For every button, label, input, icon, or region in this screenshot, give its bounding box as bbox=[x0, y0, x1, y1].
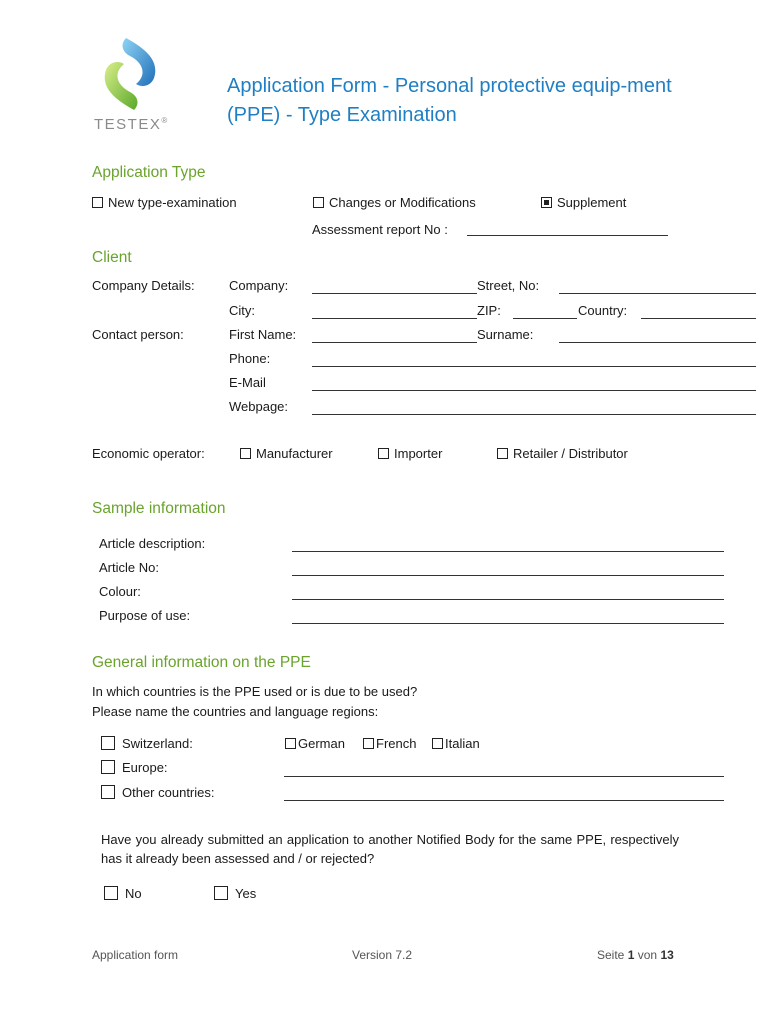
zip-label: ZIP: bbox=[477, 303, 501, 318]
checkbox-icon[interactable] bbox=[104, 886, 118, 900]
checkbox-icon[interactable] bbox=[497, 448, 508, 459]
company-label: Company: bbox=[229, 278, 289, 293]
section-general-information: General information on the PPE bbox=[92, 654, 311, 671]
street-label: Street, No: bbox=[477, 278, 540, 293]
checkbox-icon[interactable] bbox=[313, 197, 324, 208]
company-field[interactable] bbox=[312, 293, 477, 294]
article-no-field[interactable] bbox=[292, 575, 724, 576]
option-french[interactable]: French bbox=[363, 736, 416, 751]
checkbox-icon[interactable] bbox=[92, 197, 103, 208]
contact-person-label: Contact person: bbox=[92, 327, 184, 342]
section-application-type: Application Type bbox=[92, 164, 206, 181]
option-changes-modifications[interactable]: Changes or Modifications bbox=[313, 195, 476, 210]
section-sample-information: Sample information bbox=[92, 500, 226, 517]
option-europe[interactable]: Europe: bbox=[101, 760, 168, 775]
checked-checkbox-icon[interactable] bbox=[541, 197, 552, 208]
article-description-field[interactable] bbox=[292, 551, 724, 552]
street-field[interactable] bbox=[559, 293, 756, 294]
footer-version: Version 7.2 bbox=[352, 948, 413, 962]
city-label: City: bbox=[229, 303, 255, 318]
assessment-report-field[interactable] bbox=[467, 235, 668, 236]
checkbox-icon[interactable] bbox=[378, 448, 389, 459]
company-details-label: Company Details: bbox=[92, 278, 195, 293]
option-italian[interactable]: Italian bbox=[432, 736, 480, 751]
surname-label: Surname: bbox=[477, 327, 534, 342]
answer-yes[interactable]: Yes bbox=[214, 886, 256, 901]
email-label: E-Mail bbox=[229, 375, 266, 390]
option-german[interactable]: German bbox=[285, 736, 345, 751]
email-field[interactable] bbox=[312, 390, 756, 391]
option-new-type-examination[interactable]: New type-examination bbox=[92, 195, 237, 210]
first-name-field[interactable] bbox=[312, 342, 477, 343]
economic-operator-label: Economic operator: bbox=[92, 446, 205, 461]
city-field[interactable] bbox=[312, 318, 477, 319]
europe-field[interactable] bbox=[284, 776, 724, 777]
purpose-of-use-label: Purpose of use: bbox=[99, 608, 191, 623]
option-manufacturer[interactable]: Manufacturer bbox=[240, 446, 333, 461]
checkbox-icon[interactable] bbox=[214, 886, 228, 900]
option-importer[interactable]: Importer bbox=[378, 446, 442, 461]
surname-field[interactable] bbox=[559, 342, 756, 343]
checkbox-icon[interactable] bbox=[363, 738, 374, 749]
checkbox-icon[interactable] bbox=[101, 785, 115, 799]
checkbox-icon[interactable] bbox=[432, 738, 443, 749]
logo-text: TESTEX® bbox=[94, 116, 169, 133]
checkbox-icon[interactable] bbox=[285, 738, 296, 749]
webpage-label: Webpage: bbox=[229, 399, 289, 414]
checkbox-icon[interactable] bbox=[240, 448, 251, 459]
section-client: Client bbox=[92, 249, 132, 266]
option-retailer-distributor[interactable]: Retailer / Distributor bbox=[497, 446, 628, 461]
footer-page-number: Seite 1 von 13 bbox=[597, 948, 674, 962]
option-switzerland[interactable]: Switzerland: bbox=[101, 736, 193, 751]
phone-label: Phone: bbox=[229, 351, 271, 366]
country-field[interactable] bbox=[641, 318, 756, 319]
countries-question-line1: In which countries is the PPE used or is due to be used? bbox=[92, 684, 418, 699]
answer-no[interactable]: No bbox=[104, 886, 142, 901]
article-description-label: Article description: bbox=[99, 536, 206, 551]
logo-mark-icon bbox=[96, 34, 166, 114]
assessment-report-label: Assessment report No : bbox=[312, 222, 448, 237]
zip-field[interactable] bbox=[513, 318, 577, 319]
purpose-of-use-field[interactable] bbox=[292, 623, 724, 624]
phone-field[interactable] bbox=[312, 366, 756, 367]
countries-question-line2: Please name the countries and language regions: bbox=[92, 704, 379, 719]
colour-field[interactable] bbox=[292, 599, 724, 600]
option-other-countries[interactable]: Other countries: bbox=[101, 785, 215, 800]
other-countries-field[interactable] bbox=[284, 800, 724, 801]
country-label: Country: bbox=[578, 303, 628, 318]
article-no-label: Article No: bbox=[99, 560, 159, 575]
checkbox-icon[interactable] bbox=[101, 736, 115, 750]
page-title: Application Form - Personal protective equip-ment (PPE) - Type Examination bbox=[227, 75, 672, 126]
testex-logo bbox=[90, 34, 170, 139]
checkbox-icon[interactable] bbox=[101, 760, 115, 774]
webpage-field[interactable] bbox=[312, 414, 756, 415]
first-name-label: First Name: bbox=[229, 327, 297, 342]
option-supplement[interactable]: Supplement bbox=[541, 195, 626, 210]
colour-label: Colour: bbox=[99, 584, 141, 599]
footer-document-name: Application form bbox=[92, 948, 179, 962]
notified-body-question: Have you already submitted an application to another Notified Body for the same PPE, respectively has it already been assessed and / or rejected? bbox=[101, 832, 679, 866]
